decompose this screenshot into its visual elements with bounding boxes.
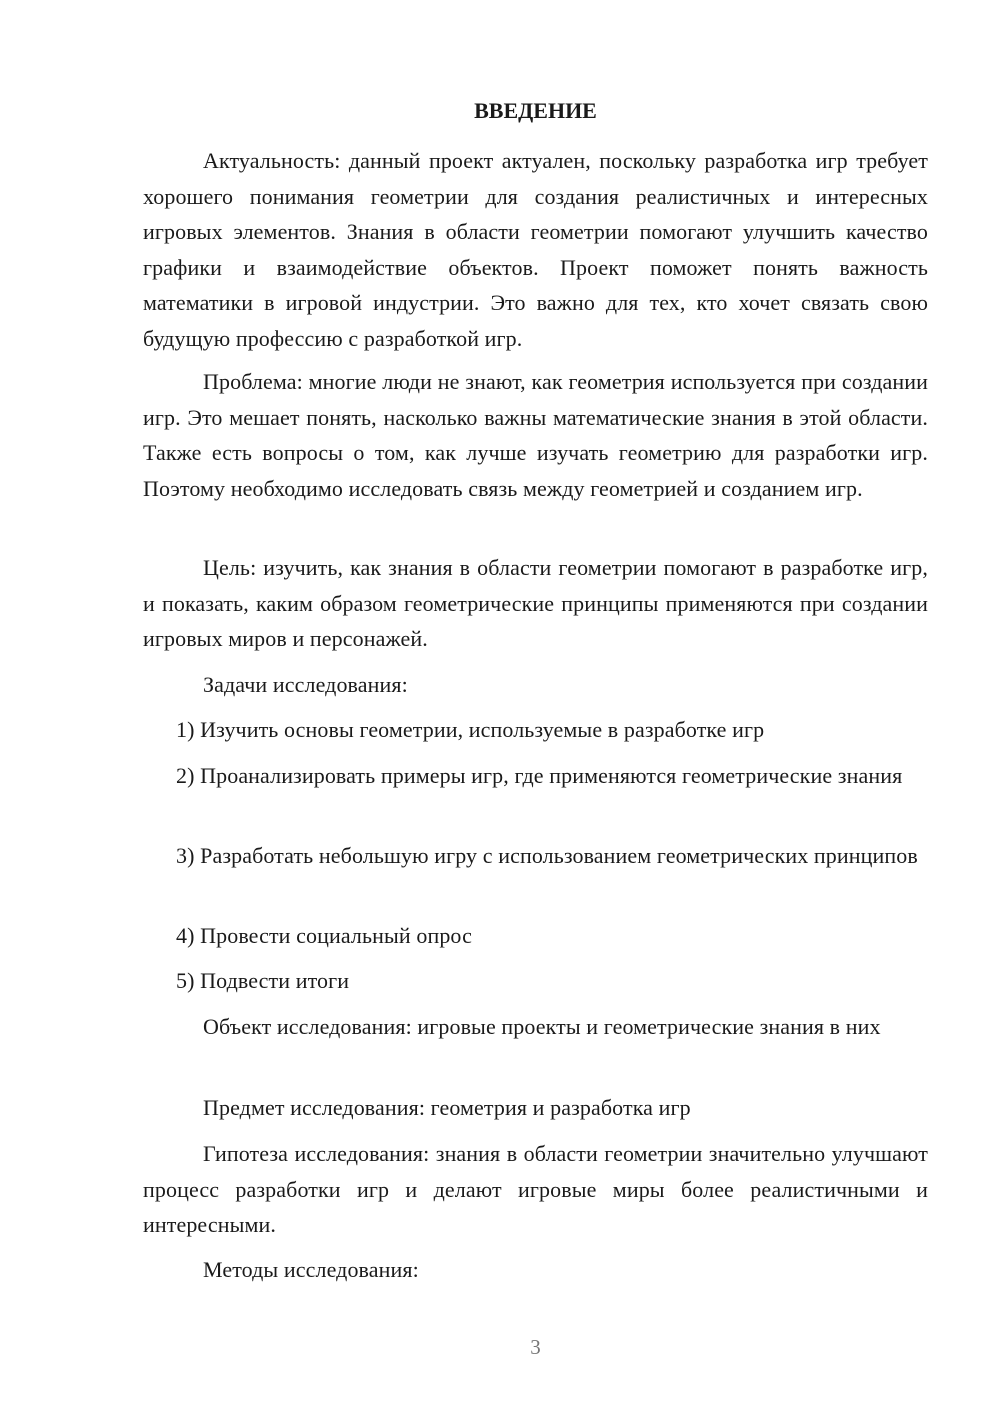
task-item: 5) Подвести итоги bbox=[176, 968, 350, 993]
problem-paragraph: Проблема: многие люди не знают, как геометрия используется при создании игр. Это мешает понять, насколько важны математические знания в этой области. Также есть вопросы о том, как лучше изучать геометрию для разработки игр. Поэтому необходимо исследовать связь между геометрией и созданием игр. bbox=[143, 369, 928, 501]
hypothesis-paragraph: Гипотеза исследования: знания в области геометрии значительно улучшают процесс разработки игр и делают игровые миры более реалистичными и интересными. bbox=[143, 1141, 928, 1237]
methods-paragraph: Методы исследования: bbox=[203, 1257, 419, 1282]
subject-paragraph: Предмет исследования: геометрия и разработка игр bbox=[203, 1095, 691, 1120]
task-item: 1) Изучить основы геометрии, используемые в разработке игр bbox=[176, 717, 765, 742]
task-item: 4) Провести социальный опрос bbox=[176, 923, 472, 948]
goal-paragraph: Цель: изучить, как знания в области геометрии помогают в разработке игр, и показать, каким образом геометрические принципы применяются при создании игровых миров и персонажей. bbox=[143, 555, 928, 651]
task-item: 2) Проанализировать примеры игр, где применяются геометрические знания bbox=[176, 763, 903, 788]
document-page bbox=[143, 0, 928, 1414]
page-title: ВВЕДЕНИЕ bbox=[474, 98, 597, 123]
task-item: 3) Разработать небольшую игру с использованием геометрических принципов bbox=[176, 843, 918, 868]
page-number: 3 bbox=[530, 1335, 541, 1359]
tasks-heading: Задачи исследования: bbox=[203, 672, 408, 697]
object-paragraph: Объект исследования: игровые проекты и геометрические знания в них bbox=[203, 1014, 881, 1039]
relevance-paragraph: Актуальность: данный проект актуален, поскольку разработка игр требует хорошего понимания геометрии для создания реалистичных и интересных игровых элементов. Знания в области геометрии помогают улучшить качество графики и взаимодействие объектов. Проект поможет понять важность математики в игровой индустрии. Это важно для тех, кто хочет связать свою будущую профессию с разработкой игр. bbox=[143, 148, 928, 351]
